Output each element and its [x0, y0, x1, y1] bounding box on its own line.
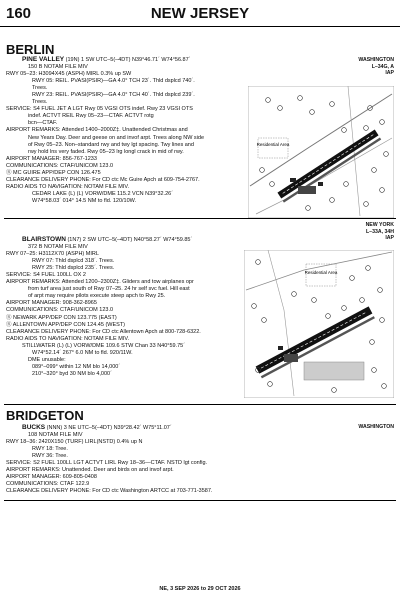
entry-line: RWY 18–36: 2420X150 (TURF) LIRL(NSTD) 0.4% up N [6, 439, 143, 446]
city-divider [4, 404, 396, 405]
entry-line: SERVICE: S4 FUEL 100LL OX 2 [6, 272, 86, 279]
entry-line: of arpt may require pilots execute steep apch to Rwy 25. [28, 293, 166, 300]
entry-line: RWY 05–23: H3094X45 (ASPH) MIRL 0.3% up SW [6, 71, 132, 78]
entry-line: COMMUNICATIONS: CTAF/UNICOM 123.0 [6, 307, 114, 314]
building [290, 178, 296, 182]
entry-divider [4, 218, 396, 219]
berlin-airport-diagram [248, 86, 394, 218]
entry-line: New Years Day. Deer and geese on and invof arpt. Trees along NW side [28, 134, 204, 141]
city-title-berlin: BERLIN [6, 42, 55, 57]
entry-line: Ⓡ NEWARK APP/DEP CON 123.775 (EAST) [6, 314, 117, 321]
entry-line: 089°–099° within 12 NM blo 14,000´ [32, 363, 121, 370]
building [318, 182, 323, 186]
page-header [0, 0, 400, 27]
airport-name: BLAIRSTOWN [22, 236, 66, 243]
entry-line: AIRPORT MANAGER: 908-362-8965 [6, 300, 97, 307]
entry-line: of Rwy 05–23. Non–standard rwy and twy lgt spacing. Twy lines and [28, 141, 194, 148]
berlin-chart-refs: WASHINGTON L–34G, A IAP [358, 57, 394, 77]
bridgeton-entry: BUCKS (NNN) 3 NE UTC–5(–4DT) N39°28.42´ W75°11.07´ 108 NOTAM FILE MIV RWY 18–36: 2420X150 (TURF) LIRL(NSTD) 0.4% up N RWY 18: Tree. RWY 36: Tree. SERVICE: S2 FUEL 100LL LGT ACTVT LIRL Rwy 18–36—CTAF. NSTD lgt config. AIRPORT REMARKS: Unattended. Deer and birds on and invof arpt. AIRPORT MANAGER: 609-805-0408 COMMUNICATIONS: CTAF 122.9 CLEARANCE DELIVERY PHONE: For CD ctc Washington ARTCC at 703-771-3587. [6, 424, 213, 495]
apron [284, 354, 298, 362]
airport-name: BUCKS [22, 424, 46, 431]
entry-line: STILLWATER (L) (L) VORW/DME 109.6 STW Chan 33 N40°59.75´ [22, 342, 186, 349]
entry-line: W74°58.03´ 014° 14.5 NM to fld. 120/10W. [32, 197, 137, 204]
entry-line: AIRPORT MANAGER: 609-805-0408 [6, 474, 97, 481]
state-title: NEW JERSEY [150, 5, 250, 22]
entry-line: COMMUNICATIONS: CTAF 122.9 [6, 481, 90, 488]
entry-line: AIRPORT REMARKS: Attended 1200–2300Z‡. Gliders and tow airplanes opr [6, 279, 194, 286]
turf-glider-area [304, 362, 364, 380]
entry-line: RADIO AIDS TO NAVIGATION: NOTAM FILE MIV. [6, 335, 130, 342]
airport-name: PINE VALLEY [22, 56, 65, 63]
residential-area-label: Residential Area [304, 270, 338, 275]
entry-line: RWY 23: REIL. PVASI(PSIR)—GA 4.0° TCH 40´. Thld dsplcd 239´. [32, 92, 195, 99]
entry-line: from turf area just south of Rwy 07–25. 24 hr self svc fuel. Hill east [28, 286, 190, 293]
blairstown-chart-refs: NEW YORK L–33A, 34H IAP [365, 222, 394, 242]
entry-line: CLEARANCE DELIVERY PHONE: For CD ctc Mc Guire Apch at 609-754-2767. [6, 176, 200, 183]
page-number: 160 [6, 5, 32, 22]
entry-line: CLEARANCE DELIVERY PHONE: For CD ctc Allentown Apch at 800-728-6322. [6, 328, 201, 335]
city-title-bridgeton: BRIDGETON [6, 408, 84, 423]
entry-line: SERVICE: S4 FUEL JET A LGT Rwy 05 VGSI OTS indef. Rwy 23 VGSI OTS [6, 106, 193, 113]
entry-line: RWY 05: REIL. PVASI(PSIR)—GA 4.0° TCH 23´. Thld dsplcd 740´. [32, 78, 195, 85]
entry-line: Ⓡ ALLENTOWN APP/DEP CON 124.45 (WEST) [6, 321, 125, 328]
bridgeton-chart-refs: WASHINGTON [358, 424, 394, 430]
entry-line: Trees. [32, 99, 48, 106]
entry-line: RADIO AIDS TO NAVIGATION: NOTAM FILE MIV. [6, 183, 130, 190]
entry-line: indef. ACTVT REIL Rwy 05–23—CTAF. ACTVT rotg [28, 113, 154, 120]
apron [298, 186, 316, 194]
entry-line: AIRPORT REMARKS: Unattended. Deer and birds on and invof arpt. [6, 467, 174, 474]
entry-line: COMMUNICATIONS: CTAF/UNICOM 123.0 [6, 162, 114, 169]
blairstown-airport-diagram [244, 250, 394, 398]
entry-line: CLEARANCE DELIVERY PHONE: For CD ctc Washington ARTCC at 703-771-3587. [6, 488, 213, 495]
entry-line: RWY 07–25: H3112X70 (ASPH) MIRL [6, 251, 99, 258]
entry-line: RWY 07: Thld dsplcd 318´. Trees. [32, 258, 115, 265]
entry-line: 372 B NOTAM FILE MIV [28, 244, 88, 251]
entry-line: RWY 25: Thld dsplcd 235´. Trees. [32, 265, 115, 272]
entry-divider [4, 500, 396, 501]
entry-line: AIRPORT MANAGER: 856-767-1233 [6, 155, 97, 162]
entry-line: 108 NOTAM FILE MIV [28, 432, 83, 439]
entry-line: Ⓡ MC GUIRE APP/DEP CON 126.475 [6, 169, 101, 176]
residential-area-label: Residential Area [256, 142, 290, 147]
diagram-frame [248, 86, 394, 218]
entry-line: W74°52.14´ 267° 6.0 NM to fld. 920/11W. [32, 349, 133, 356]
entry-line: RWY 18: Tree. [32, 446, 68, 453]
entry-line: AIRPORT REMARKS: Attended 1400–2000Z‡. Unattended Christmas and [6, 127, 188, 134]
entry-line: CEDAR LAKE (L) (L) VORW/DME 115.2 VCN N39°32.26´ [32, 190, 174, 197]
entry-line: bcn—CTAF. [28, 120, 58, 127]
entry-line: 210°–320° byd 30 NM blo 4,000´ [32, 370, 112, 377]
entry-line: SERVICE: S2 FUEL 100LL LGT ACTVT LIRL Rwy 18–36—CTAF. NSTD lgt config. [6, 460, 208, 467]
effective-dates-footer: NE, 3 SEP 2026 to 29 OCT 2026 [159, 586, 241, 592]
berlin-entry: PINE VALLEY (19N) 1 SW UTC–5(–4DT) N39°46.71´ W74°56.87´ 150 B NOTAM FILE MIV RWY 05–23: H3094X45 (ASPH) MIRL 0.3% up SW RWY 05: REIL. PVASI(PSIR)—GA 4.0° TCH 23´. Thld dsplcd 740´. Trees. RWY 23: REIL. PVASI(PSIR)—GA 4.0° TCH 40´. Thld dsplcd 239´. Trees. SERVICE: S4 FUEL JET A LGT Rwy 05 VGSI OTS indef. Rwy 23 VGSI OTS indef. ACTVT REIL Rwy 05–23—CTAF. ACTVT rotg bcn—CTAF. AIRPORT REMARKS: Attended 1400–2000Z‡. Unattended Christmas and New Years Day. Deer and geese on and invof arpt. Trees along NW side of Rwy 05–23. Non–standard rwy and twy lgt spacing. Twy lines and rwy hold lns very faded. Rwy 05–23 lrg longl crack in mid of rwy. AIRPORT MANAGER: 856-767-1233 COMMUNICATIONS: CTAF/UNICOM 123.0 Ⓡ MC GUIRE APP/DEP CON 126.475 CLEARANCE DELIVERY PHONE: For CD ctc Mc Guire Apch at 609-754-2767. RADIO AIDS TO NAVIGATION: NOTAM FILE MIV. CEDAR LAKE (L) (L) VORW/DME 115.2 VCN N39°32.26´ W74°58.03´ 014° 14.5 NM to fld. 120/10W. [6, 56, 204, 204]
blairstown-entry: BLAIRSTOWN (1N7) 2 SW UTC–5(–4DT) N40°58.27´ W74°59.85´ 372 B NOTAM FILE MIV RWY 07–25: H3112X70 (ASPH) MIRL RWY 07: Thld dsplcd 318´. Trees. RWY 25: Thld dsplcd 235´. Trees. SERVICE: S4 FUEL 100LL OX 2 AIRPORT REMARKS: Attended 1200–2300Z‡. Gliders and tow airplanes opr from turf area just south of Rwy 07–25. 24 hr self svc fuel. Hill east of arpt may require pilots execute steep apch to Rwy 25. AIRPORT MANAGER: 908-362-8965 COMMUNICATIONS: CTAF/UNICOM 123.0 Ⓡ NEWARK APP/DEP CON 123.775 (EAST) Ⓡ ALLENTOWN APP/DEP CON 124.45 (WEST) CLEARANCE DELIVERY PHONE: For CD ctc Allentown Apch at 800-728-6322. RADIO AIDS TO NAVIGATION: NOTAM FILE MIV. STILLWATER (L) (L) VORW/DME 109.6 STW Chan 33 N40°59.75´ W74°52.14´ 267° 6.0 NM to fld. 920/11W. DME unusable: 089°–099° within 12 NM blo 14,000´ 210°–320° byd 30 NM blo 4,000´ [6, 236, 201, 377]
entry-line: RWY 36: Tree. [32, 453, 68, 460]
building [278, 346, 283, 350]
entry-line: DME unusable: [28, 356, 66, 363]
entry-line: Trees. [32, 85, 48, 92]
entry-line: 150 B NOTAM FILE MIV [28, 64, 88, 71]
entry-line: rwy hold lns very faded. Rwy 05–23 lrg longl crack in mid of rwy. [28, 148, 184, 155]
